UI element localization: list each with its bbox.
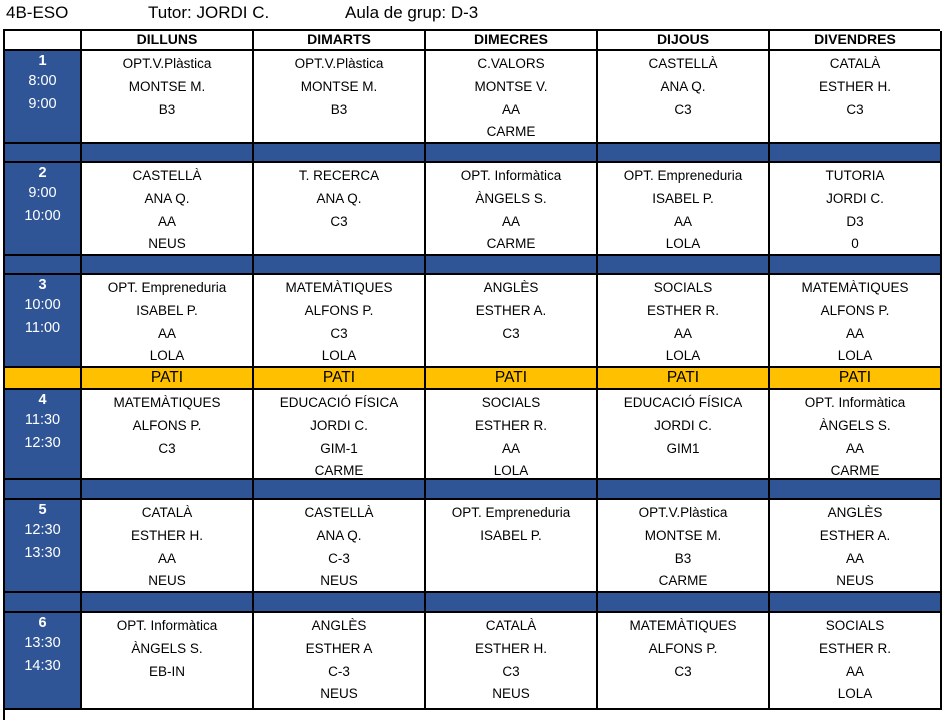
lesson-teacher: ANA Q. xyxy=(660,78,706,94)
lesson-extra: CARME xyxy=(658,573,708,589)
lesson-cell xyxy=(598,613,770,710)
period-end: 12:30 xyxy=(24,434,61,451)
lesson-teacher: MONTSE M. xyxy=(644,527,722,543)
lesson-cell xyxy=(254,500,426,593)
lesson-subject: OPT. Empreneduria xyxy=(107,280,227,295)
separator-cell xyxy=(598,144,770,163)
lesson-extra xyxy=(770,122,940,144)
period-label xyxy=(5,275,82,368)
separator-cell xyxy=(598,480,770,500)
lesson-extra: LOLA xyxy=(321,348,357,364)
lesson-extra: CARME xyxy=(830,463,880,479)
lesson-subject: OPT. Informàtica xyxy=(804,395,906,410)
period-start: 13:30 xyxy=(24,635,61,651)
lesson-extra: NEUS xyxy=(148,236,186,252)
lesson-room: B3 xyxy=(330,101,348,117)
period-number: 6 xyxy=(38,615,47,631)
lesson-extra: LOLA xyxy=(665,236,701,252)
lesson-cell xyxy=(598,390,770,480)
separator-cell xyxy=(770,144,942,163)
lesson-room: AA xyxy=(501,213,520,229)
lesson-room: AA xyxy=(845,663,864,679)
lesson-cell xyxy=(82,613,254,710)
lesson-extra xyxy=(426,571,596,593)
lesson-teacher: JORDI C. xyxy=(310,417,368,433)
room-label: Aula de grup: D-3 xyxy=(345,3,479,22)
lesson-teacher: ÀNGELS S. xyxy=(475,190,547,206)
separator-cell xyxy=(598,593,770,613)
lesson-subject: OPT. Informàtica xyxy=(460,168,562,183)
day-header: DIJOUS xyxy=(598,31,770,51)
lesson-subject: CATALÀ xyxy=(141,505,193,520)
period-end: 14:30 xyxy=(24,657,61,674)
lesson-room: C-3 xyxy=(328,550,350,566)
period-number: 1 xyxy=(38,53,47,69)
separator-cell xyxy=(82,144,254,163)
lesson-teacher: ÀNGELS S. xyxy=(131,640,203,656)
lesson-room: AA xyxy=(157,213,176,229)
lesson-cell xyxy=(82,390,254,480)
period-start: 12:30 xyxy=(24,522,61,538)
lesson-cell xyxy=(254,51,426,144)
timetable-grid xyxy=(3,29,940,720)
period-label xyxy=(5,163,82,256)
lesson-cell xyxy=(82,51,254,144)
lesson-room: EB-IN xyxy=(148,663,185,679)
separator-cell xyxy=(770,480,942,500)
lesson-subject: CATALÀ xyxy=(829,56,881,71)
lesson-subject: EDUCACIÓ FÍSICA xyxy=(279,395,399,410)
lesson-extra: NEUS xyxy=(492,686,530,702)
lesson-room: C3 xyxy=(330,213,348,229)
separator-row-start xyxy=(5,256,82,275)
lesson-extra xyxy=(598,461,768,480)
separator-cell xyxy=(254,593,426,613)
period-number: 3 xyxy=(38,277,47,293)
class-label: 4B-ESO xyxy=(6,3,69,22)
lesson-extra: NEUS xyxy=(836,573,874,589)
break-cell: PATI xyxy=(426,368,598,390)
lesson-room: AA xyxy=(845,325,864,341)
lesson-subject: CASTELLÀ xyxy=(132,168,202,183)
separator-cell xyxy=(82,480,254,500)
lesson-cell xyxy=(770,275,942,368)
lesson-extra: CARME xyxy=(314,463,364,479)
lesson-room: AA xyxy=(673,213,692,229)
lesson-room xyxy=(426,549,596,572)
lesson-teacher: ANA Q. xyxy=(316,190,362,206)
lesson-subject: ANGLÈS xyxy=(483,280,539,295)
lesson-extra: CARME xyxy=(486,124,536,140)
lesson-subject: SOCIALS xyxy=(481,395,541,410)
lesson-teacher: ESTHER H. xyxy=(130,527,203,543)
break-cell: PATI xyxy=(82,368,254,390)
separator-cell xyxy=(82,593,254,613)
lesson-cell xyxy=(426,275,598,368)
lesson-teacher: MONTSE M. xyxy=(128,78,206,94)
lesson-room: AA xyxy=(673,325,692,341)
day-header: DIMARTS xyxy=(254,31,426,51)
lesson-cell xyxy=(254,163,426,256)
lesson-teacher: ISABEL P. xyxy=(480,527,542,543)
lesson-cell xyxy=(82,500,254,593)
lesson-subject: TUTORIA xyxy=(825,168,885,183)
lesson-cell xyxy=(82,275,254,368)
lesson-subject: EDUCACIÓ FÍSICA xyxy=(623,395,743,410)
break-cell: PATI xyxy=(598,368,770,390)
separator-cell xyxy=(770,256,942,275)
lesson-subject: MATEMÀTIQUES xyxy=(629,618,737,633)
lesson-cell xyxy=(770,163,942,256)
lesson-teacher: ALFONS P. xyxy=(132,417,202,433)
lesson-room: C3 xyxy=(674,101,692,117)
break-row-start xyxy=(5,368,82,390)
lesson-extra: NEUS xyxy=(320,573,358,589)
lesson-cell xyxy=(770,500,942,593)
lesson-extra xyxy=(426,346,596,368)
lesson-teacher: ÀNGELS S. xyxy=(819,417,891,433)
lesson-teacher: ANA Q. xyxy=(144,190,190,206)
lesson-extra: LOLA xyxy=(837,348,873,364)
lesson-room: GIM-1 xyxy=(320,440,358,456)
lesson-room: C3 xyxy=(674,663,692,679)
lesson-subject: OPT.V.Plàstica xyxy=(638,505,728,520)
lesson-teacher: ESTHER A. xyxy=(475,302,547,318)
lesson-room: C3 xyxy=(846,101,864,117)
lesson-room: AA xyxy=(157,325,176,341)
separator-cell xyxy=(426,256,598,275)
lesson-teacher: MONTSE V. xyxy=(474,78,548,94)
break-cell: PATI xyxy=(254,368,426,390)
lesson-extra: LOLA xyxy=(493,463,529,479)
lesson-cell xyxy=(770,51,942,144)
lesson-room: B3 xyxy=(674,550,692,566)
lesson-cell xyxy=(770,613,942,710)
lesson-teacher: ISABEL P. xyxy=(652,190,714,206)
lesson-room: AA xyxy=(501,440,520,456)
lesson-teacher: ESTHER A xyxy=(305,640,373,656)
lesson-room: C3 xyxy=(158,440,176,456)
lesson-extra: LOLA xyxy=(665,348,701,364)
lesson-extra xyxy=(82,461,252,480)
lesson-cell xyxy=(254,390,426,480)
separator-cell xyxy=(598,256,770,275)
lesson-cell xyxy=(426,51,598,144)
lesson-subject: SOCIALS xyxy=(825,618,885,633)
lesson-cell xyxy=(426,390,598,480)
lesson-cell xyxy=(770,390,942,480)
lesson-room: C3 xyxy=(330,325,348,341)
lesson-subject: CASTELLÀ xyxy=(304,505,374,520)
separator-row-start xyxy=(5,480,82,500)
lesson-teacher: ALFONS P. xyxy=(304,302,374,318)
lesson-cell xyxy=(598,275,770,368)
lesson-teacher: ALFONS P. xyxy=(820,302,890,318)
lesson-teacher: ESTHER H. xyxy=(474,640,547,656)
lesson-cell xyxy=(598,163,770,256)
lesson-cell xyxy=(598,500,770,593)
period-number: 5 xyxy=(38,502,47,518)
separator-cell xyxy=(254,480,426,500)
lesson-subject: CASTELLÀ xyxy=(648,56,718,71)
lesson-extra: 0 xyxy=(851,236,859,252)
lesson-subject: OPT. Empreneduria xyxy=(623,168,743,183)
lesson-extra xyxy=(598,684,768,707)
lesson-room: C-3 xyxy=(328,663,350,679)
separator-row-start xyxy=(5,144,82,163)
corner-cell xyxy=(5,31,82,51)
lesson-subject: OPT. Empreneduria xyxy=(451,505,571,520)
lesson-cell xyxy=(82,163,254,256)
separator-cell xyxy=(770,593,942,613)
lesson-extra xyxy=(598,122,768,144)
lesson-extra xyxy=(82,122,252,144)
lesson-room: AA xyxy=(501,101,520,117)
lesson-subject: ANGLÈS xyxy=(827,505,883,520)
period-label xyxy=(5,500,82,593)
lesson-subject: CATALÀ xyxy=(485,618,537,633)
lesson-room: C3 xyxy=(502,663,520,679)
separator-cell xyxy=(254,256,426,275)
lesson-subject: ANGLÈS xyxy=(311,618,367,633)
lesson-subject: OPT.V.Plàstica xyxy=(122,56,212,71)
period-label xyxy=(5,390,82,480)
separator-cell xyxy=(426,480,598,500)
separator-cell xyxy=(426,144,598,163)
tutor-label: Tutor: JORDI C. xyxy=(148,3,270,22)
period-start: 10:00 xyxy=(24,297,61,313)
period-number: 4 xyxy=(38,392,47,408)
lesson-extra: LOLA xyxy=(149,348,185,364)
lesson-teacher: ISABEL P. xyxy=(136,302,198,318)
period-start: 11:30 xyxy=(24,412,61,428)
lesson-subject: T. RECERCA xyxy=(298,168,380,183)
period-number: 2 xyxy=(38,165,47,181)
day-header: DIVENDRES xyxy=(770,31,942,51)
separator-row-start xyxy=(5,593,82,613)
separator-cell xyxy=(82,256,254,275)
lesson-extra: CARME xyxy=(486,236,536,252)
period-start: 8:00 xyxy=(28,73,57,89)
period-end: 11:00 xyxy=(24,319,61,336)
lesson-cell xyxy=(254,613,426,710)
lesson-teacher: JORDI C. xyxy=(654,417,712,433)
lesson-room: C3 xyxy=(502,325,520,341)
lesson-teacher: ESTHER A. xyxy=(819,527,891,543)
period-label xyxy=(5,51,82,144)
lesson-cell xyxy=(254,275,426,368)
lesson-teacher: ESTHER R. xyxy=(818,640,891,656)
separator-cell xyxy=(426,593,598,613)
lesson-room: GIM1 xyxy=(666,440,700,456)
lesson-extra: LOLA xyxy=(837,686,873,702)
day-header: DILLUNS xyxy=(82,31,254,51)
lesson-teacher: ESTHER H. xyxy=(818,78,891,94)
lesson-cell xyxy=(598,51,770,144)
lesson-room: AA xyxy=(157,550,176,566)
day-header: DIMECRES xyxy=(426,31,598,51)
lesson-extra: NEUS xyxy=(148,573,186,589)
lesson-extra xyxy=(82,684,252,707)
lesson-extra xyxy=(254,122,424,144)
lesson-teacher: ESTHER R. xyxy=(646,302,719,318)
lesson-subject: MATEMÀTIQUES xyxy=(285,280,393,295)
lesson-room: D3 xyxy=(846,213,864,229)
period-end: 10:00 xyxy=(24,207,61,224)
separator-cell xyxy=(254,144,426,163)
lesson-cell xyxy=(426,613,598,710)
lesson-teacher: ALFONS P. xyxy=(648,640,718,656)
lesson-teacher: ESTHER R. xyxy=(474,417,547,433)
period-end: 9:00 xyxy=(28,95,57,112)
lesson-subject: OPT.V.Plàstica xyxy=(294,56,384,71)
period-end: 13:30 xyxy=(24,544,61,561)
lesson-subject: MATEMÀTIQUES xyxy=(801,280,909,295)
lesson-room: AA xyxy=(845,550,864,566)
period-start: 9:00 xyxy=(28,185,57,201)
lesson-room: AA xyxy=(845,440,864,456)
lesson-teacher: ANA Q. xyxy=(316,527,362,543)
lesson-teacher: JORDI C. xyxy=(826,190,884,206)
lesson-room: B3 xyxy=(158,101,176,117)
lesson-cell xyxy=(426,163,598,256)
lesson-subject: OPT. Informàtica xyxy=(116,618,218,633)
lesson-extra: NEUS xyxy=(320,686,358,702)
break-cell: PATI xyxy=(770,368,942,390)
lesson-teacher: MONTSE M. xyxy=(300,78,378,94)
lesson-cell xyxy=(426,500,598,593)
lesson-subject: SOCIALS xyxy=(653,280,713,295)
lesson-extra xyxy=(254,234,424,256)
lesson-subject: MATEMÀTIQUES xyxy=(113,395,221,410)
lesson-subject: C.VALORS xyxy=(477,56,545,71)
period-label xyxy=(5,613,82,710)
